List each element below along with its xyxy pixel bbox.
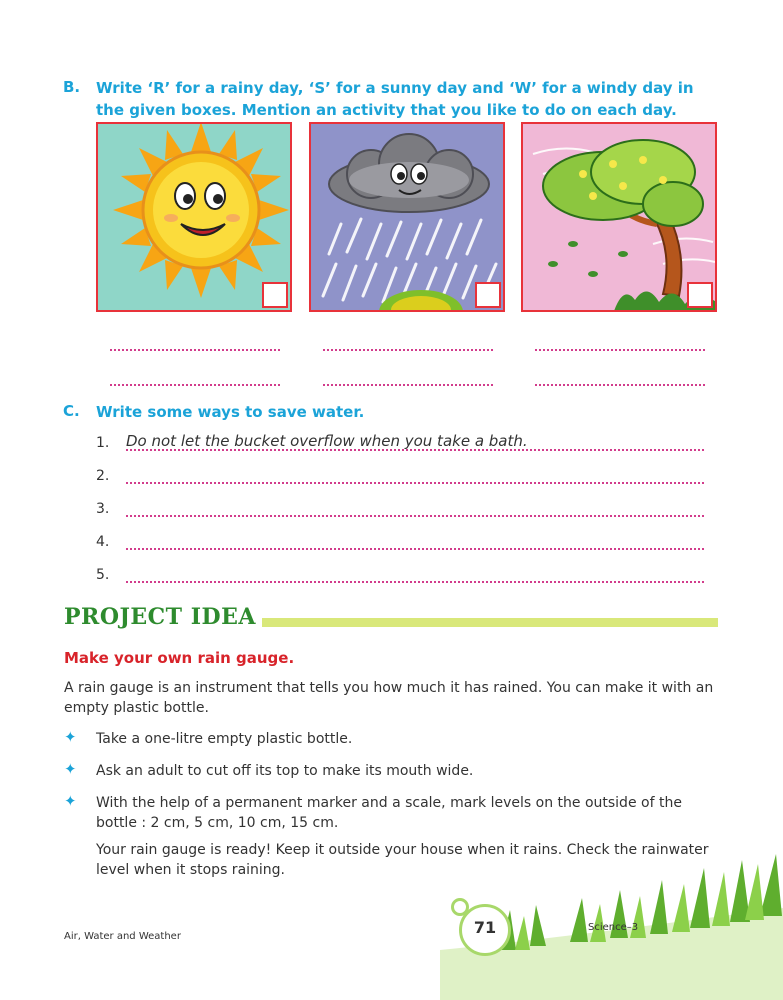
project-subheading: Make your own rain gauge. bbox=[64, 649, 295, 667]
project-intro: A rain gauge is an instrument that tells you how much it has rained. You can make it with an empty plastic bottle. bbox=[64, 680, 714, 716]
star-bullet-icon: ✦ bbox=[64, 792, 77, 810]
answer-number: 5. bbox=[96, 567, 110, 583]
book-title: Science–3 bbox=[588, 922, 639, 933]
star-bullet-icon: ✦ bbox=[64, 728, 77, 746]
rainy-activity-line-2[interactable] bbox=[323, 384, 493, 386]
section-c-label: C. bbox=[63, 402, 80, 420]
answer-line-3[interactable] bbox=[126, 515, 704, 517]
project-step: Take a one-litre empty plastic bottle. bbox=[96, 731, 353, 747]
windy-day-picture bbox=[521, 122, 717, 312]
answer-line-5[interactable] bbox=[126, 581, 704, 583]
section-b-instruction: Write ‘R’ for a rainy day, ‘S’ for a sunny day and ‘W’ for a windy day in the given boxes. Mention an activity that you like to do on each day. bbox=[96, 79, 694, 119]
rainy-answer-box[interactable] bbox=[475, 282, 501, 308]
sample-answer: Do not let the bucket overflow when you take a bath. bbox=[126, 432, 528, 450]
project-step: Ask an adult to cut off its top to make its mouth wide. bbox=[96, 763, 474, 779]
answer-number: 1. bbox=[96, 435, 110, 451]
sunny-activity-line-1[interactable] bbox=[110, 349, 280, 351]
answer-line-4[interactable] bbox=[126, 548, 704, 550]
sunny-activity-line-2[interactable] bbox=[110, 384, 280, 386]
answer-line-1[interactable] bbox=[126, 449, 704, 451]
windy-activity-line-1[interactable] bbox=[535, 349, 705, 351]
windy-answer-box[interactable] bbox=[687, 282, 713, 308]
project-closing: Your rain gauge is ready! Keep it outside your house when it rains. Check the rainwater level when it stops raining. bbox=[96, 842, 709, 878]
section-b-label: B. bbox=[63, 78, 81, 96]
rainy-activity-line-1[interactable] bbox=[323, 349, 493, 351]
project-step: With the help of a permanent marker and a scale, mark levels on the outside of the bottle : 2 cm, 5 cm, 10 cm, 15 cm. bbox=[96, 795, 682, 831]
answer-number: 2. bbox=[96, 468, 110, 484]
sunny-day-picture bbox=[96, 122, 292, 312]
heading-underline-bar bbox=[200, 618, 718, 627]
answer-line-2[interactable] bbox=[126, 482, 704, 484]
rainy-day-picture bbox=[309, 122, 505, 312]
badge-small-circle bbox=[451, 898, 469, 916]
answer-number: 3. bbox=[96, 501, 110, 517]
page-number: 71 bbox=[473, 918, 497, 937]
sunny-answer-box[interactable] bbox=[262, 282, 288, 308]
star-bullet-icon: ✦ bbox=[64, 760, 77, 778]
project-idea-heading: PROJECT IDEA bbox=[64, 604, 262, 630]
chapter-title: Air, Water and Weather bbox=[64, 931, 181, 942]
windy-activity-line-2[interactable] bbox=[535, 384, 705, 386]
answer-number: 4. bbox=[96, 534, 110, 550]
section-c-instruction: Write some ways to save water. bbox=[96, 403, 365, 421]
